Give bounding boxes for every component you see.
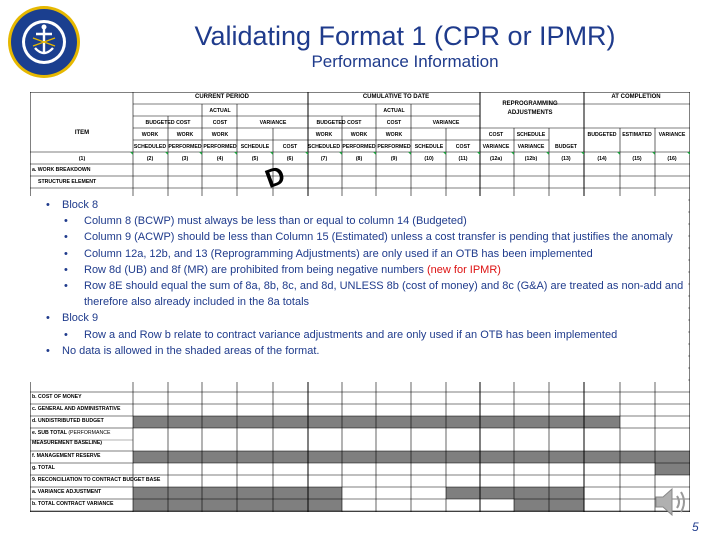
shaded-cell [237,499,273,511]
row-reconciliation: 9. RECONCILIATION TO CONTRACT BUDGET BASE [32,477,161,483]
cell-marker-icon [339,152,342,155]
col14-head: BUDGETED [587,132,617,138]
col10-head2: SCHEDULE [414,144,444,150]
navy-seal-icon [6,4,82,80]
shaded-cell [549,416,584,428]
speaker-icon[interactable] [650,482,690,522]
bullet-no-data: • No data is allowed in the shaded areas of the format. [44,343,684,359]
bullet-block8: • Block 8 [44,197,684,213]
col12b-head2: VARIANCE [517,144,545,150]
col7-head2: SCHEDULED [307,144,341,150]
colnum-12b: (12b) [524,156,538,162]
shaded-cell [549,499,584,511]
shaded-cell [133,416,168,428]
shaded-cell [133,451,168,463]
shaded-cell [202,416,237,428]
shaded-cell [133,499,168,511]
colnum-13: (13) [561,156,571,162]
col2-head2: SCHEDULED [133,144,167,150]
colnum-2: (2) [146,156,154,162]
col4-head2: PERFORMED [203,144,237,150]
shaded-cell [514,416,549,428]
bullet-list [44,197,684,359]
shaded-cell [308,451,342,463]
col3-head2: PERFORMED [168,144,202,150]
shaded-cell [273,499,308,511]
row-undistributed-budget: d. UNDISTRIBUTED BUDGET [32,418,104,424]
col2-head1: WORK [141,132,159,138]
shaded-cell [273,487,308,499]
colnum-14: (14) [597,156,607,162]
shaded-cell [237,487,273,499]
row-total: g. TOTAL [32,465,55,471]
shaded-cell [480,451,514,463]
reprogramming-header: REPROGRAMMING [502,101,558,107]
colnum-8: (8) [355,156,363,162]
budgeted-cost-label: BUDGETED COST [145,120,191,126]
colnum-10: (10) [424,156,434,162]
cell-marker-icon [546,152,549,155]
shaded-cell [549,451,584,463]
shaded-cell [514,451,549,463]
col3-head1: WORK [176,132,194,138]
col15-head: ESTIMATED [622,132,652,138]
shaded-cell [446,451,480,463]
shaded-cell [584,416,620,428]
colnum-6: (6) [286,156,294,162]
bullet-b8-4 [44,262,684,278]
cell-marker-icon [408,152,411,155]
colnum-9: (9) [390,156,398,162]
shaded-cell [308,487,342,499]
at-completion-header: AT COMPLETION [611,94,661,100]
shaded-cell [376,451,411,463]
bullet-b8-1: • Column 8 (BCWP) must always be less than or equal to column 14 (Budgeted) [44,213,684,229]
row-management-reserve: f. MANAGEMENT RESERVE [32,453,101,459]
cum-actual-cost-label: COST [386,120,402,126]
colnum-7: (7) [320,156,328,162]
shaded-cell [202,487,237,499]
bullet-b8-5: • Row 8E should equal the sum of 8a, 8b, 8c, and 8d, UNLESS 8b (cost of money) and 8c (G&A) are treated as non-add and therefore also already included in the 8a totals [44,278,684,310]
shaded-cell [514,487,549,499]
col8-head2: PERFORMED [342,144,376,150]
row-cost-of-money: b. COST OF MONEY [32,394,82,400]
shaded-cell [376,416,411,428]
cell-marker-icon [443,152,446,155]
shaded-cell [342,416,376,428]
slide-subtitle: Performance Information [311,52,499,71]
shaded-cell [273,416,308,428]
shaded-cell [446,416,480,428]
bullet-block9: • Block 9 [44,310,684,326]
col8-head1: WORK [350,132,368,138]
shaded-cell [480,487,514,499]
col12b-head1: SCHEDULE [516,132,546,138]
colnum-16: (16) [667,156,677,162]
shaded-cell [168,451,202,463]
row-wbs-line2: STRUCTURE ELEMENT [38,179,97,185]
row-total-contract-variance: b. TOTAL CONTRACT VARIANCE [32,501,114,507]
col12a-head2: VARIANCE [482,144,510,150]
colnum-5: (5) [251,156,259,162]
col4-head1: WORK [211,132,229,138]
cell-marker-icon [511,152,514,155]
bullet-b8-3: • Column 12a, 12b, and 13 (Reprogramming Adjustments) are only used if an OTB has been implemented [44,246,684,262]
page-number: 5 [692,520,699,534]
shaded-cell [168,499,202,511]
shaded-cell [514,499,549,511]
cell-marker-icon [199,152,202,155]
actual-cost-label: COST [212,120,228,126]
shaded-cell [584,451,620,463]
actual-label: ACTUAL [209,108,231,114]
shaded-cell [168,487,202,499]
bullet-b8-4-text: Row 8d (UB) and 8f (MR) are prohibited from being negative numbers [84,263,427,276]
cell-marker-icon [652,152,655,155]
shaded-cell [133,487,168,499]
row-subtotal-label: e. SUB TOTAL [32,430,67,436]
slide-title-block [100,20,710,72]
cum-budgeted-cost-label: BUDGETED COST [316,120,362,126]
shaded-cell [308,499,342,511]
col9-head1: WORK [385,132,403,138]
cell-marker-icon [234,152,237,155]
row-variance-adjustment: a. VARIANCE ADJUSTMENT [32,489,102,495]
row-subtotal-line2: MEASUREMENT BASELINE) [32,440,103,446]
shaded-cell [655,463,690,475]
shaded-cell [308,416,342,428]
variance-label: VARIANCE [259,120,287,126]
shaded-cell [273,451,308,463]
row-wbs-line1: a. WORK BREAKDOWN [32,167,91,173]
col9-head2: PERFORMED [377,144,411,150]
shaded-cell [168,416,202,428]
colnum-11: (11) [458,156,468,162]
bullet-b8-2: • Column 9 (ACWP) should be less than Column 15 (Estimated) unless a cost transfer is pending that justifies the anomaly [44,229,684,245]
cell-marker-icon [270,152,273,155]
shaded-cell [202,499,237,511]
shaded-cell [411,451,446,463]
cell-marker-icon [130,152,133,155]
cell-marker-icon [373,152,376,155]
current-period-header: CURRENT PERIOD [194,94,250,100]
col6-head2: COST [282,144,298,150]
colnum-3: (3) [181,156,189,162]
shaded-cell [480,416,514,428]
colnum-4: (4) [216,156,224,162]
adjustments-header: ADJUSTMENTS [507,110,553,116]
bullet-b9-1: • Row a and Row b relate to contract variance adjustments and are only used if an OTB has been implemented [44,327,684,343]
col12a-head1: COST [488,132,504,138]
slide-title: Validating Format 1 (CPR or IPMR) [194,21,616,51]
draft-watermark: D [261,159,289,195]
item-label: ITEM [74,130,90,136]
col7-head1: WORK [315,132,333,138]
shaded-cell [446,487,480,499]
new-for-ipmr-note: (new for IPMR) [427,263,501,276]
col5-head2: SCHEDULE [240,144,270,150]
shaded-cell [549,487,584,499]
colnum-12a: (12a) [489,156,503,162]
cumulative-header: CUMULATIVE TO DATE [362,94,430,100]
row-subtotal [32,430,110,436]
colnum-1: (1) [78,156,86,162]
col13-head2: BUDGET [555,144,577,150]
col16-head: VARIANCE [658,132,686,138]
shaded-cell [411,416,446,428]
row-subtotal-note: (PERFORMANCE [68,430,111,436]
shaded-cell [237,451,273,463]
cum-variance-label: VARIANCE [432,120,460,126]
cum-actual-label: ACTUAL [383,108,405,114]
cell-marker-icon [617,152,620,155]
row-general-admin: c. GENERAL AND ADMINISTRATIVE [32,406,121,412]
col11-head2: COST [455,144,471,150]
cell-marker-icon [165,152,168,155]
shaded-cell [237,416,273,428]
shaded-cell [342,451,376,463]
colnum-15: (15) [632,156,642,162]
shaded-cell [202,451,237,463]
